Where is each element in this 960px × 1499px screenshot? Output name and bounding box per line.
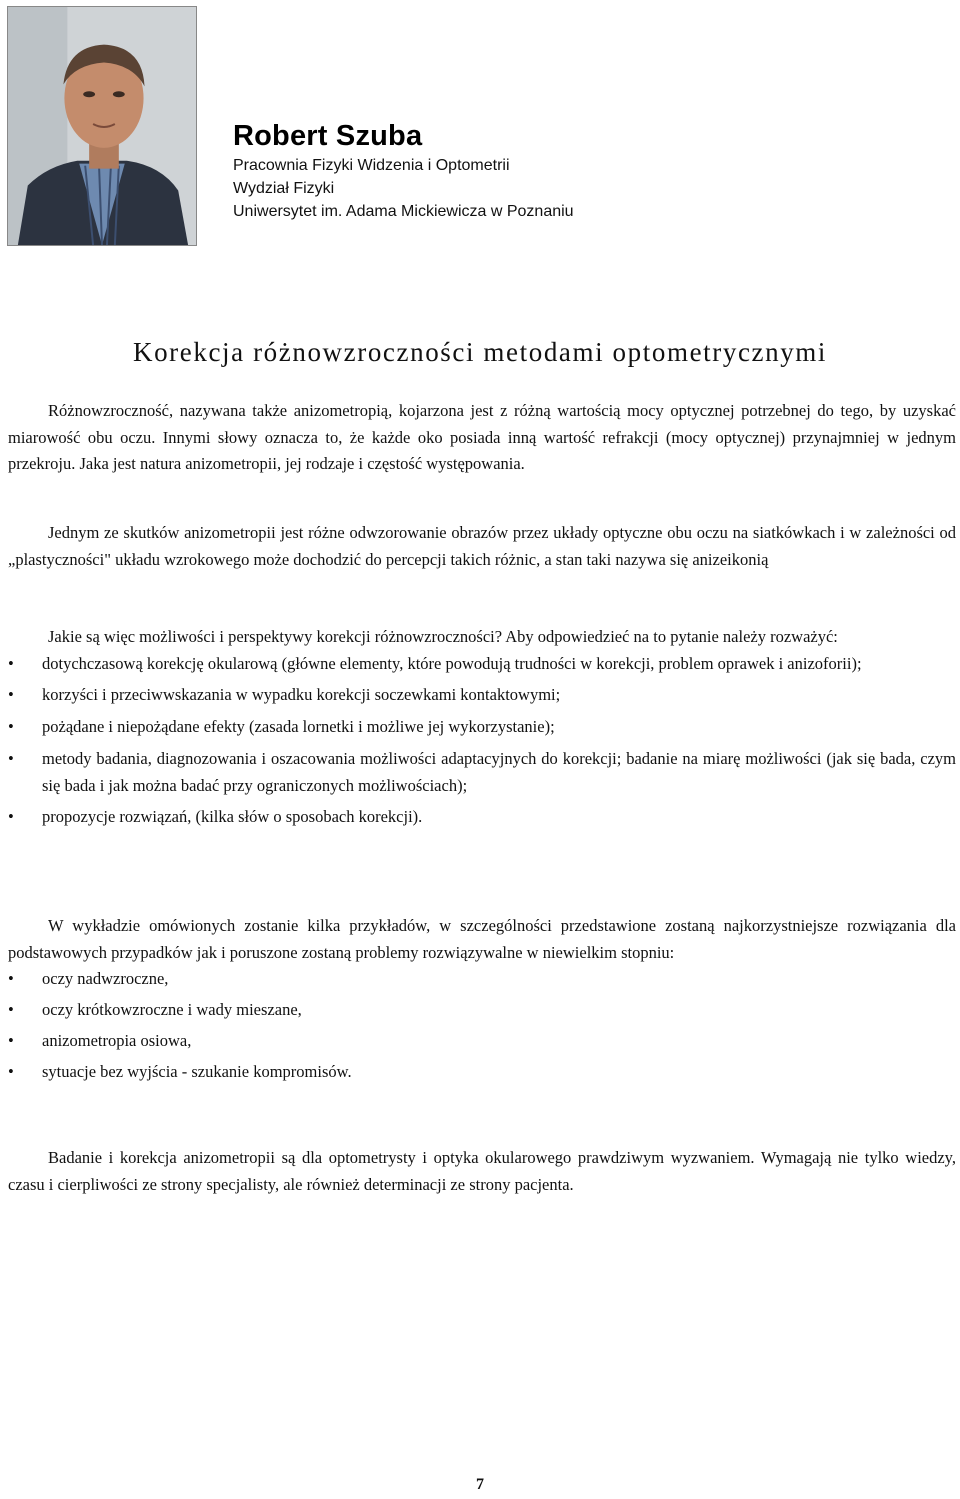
list-item: • dotychczasową korekcję okularową (główne elementy, które powodują trudności w korekcji, problem oprawek i anizoforii); [8, 651, 956, 678]
considerations-list [8, 651, 956, 831]
article-title: Korekcja różnowzroczności metodami optometrycznymi [132, 337, 828, 367]
list-item: • oczy krótkowzroczne i wady mieszane, [8, 997, 956, 1024]
list-item: • propozycje rozwiązań, (kilka słów o sposobach korekcji). [8, 804, 956, 831]
author-photo [7, 6, 197, 246]
intro-section [8, 398, 956, 478]
cases-list [8, 966, 956, 1085]
conclusion-section [8, 1145, 956, 1198]
questions-section [8, 624, 956, 836]
paragraph-anizeikonia: Jednym ze skutków anizometropii jest różne odwzorowanie obrazów przez układy optyczne obu oczu na siatkówkach i w zależności od „plastyczności" układu wzrokowego może dochodzić do percepcji takich różnic, a stan taki nazywa się anizeikonią [8, 523, 956, 569]
author-name: Robert Szuba [233, 120, 423, 152]
list-item: • oczy nadwzroczne, [8, 966, 956, 993]
list-item: • anizometropia osiowa, [8, 1028, 956, 1055]
paragraph-intro: Różnowzroczność, nazywana także anizometropią, kojarzona jest z różną wartością mocy optycznej potrzebnej do tego, by uzyskać miarowość obu oczu. Innymi słowy oznacza to, że każde oko posiada inną wartość refrakcji (mocy optycznej) przynajmniej w jednym przekroju. Jaka jest natura anizometropii, jej rodzaje i częstość występowania. [8, 401, 956, 474]
list-item: • korzyści i przeciwwskazania w wypadku korekcji soczewkami kontaktowymi; [8, 682, 956, 709]
affiliation-line-3: Uniwersytet im. Adama Mickiewicza w Poznaniu [233, 203, 574, 220]
affiliation-line-1: Pracownia Fizyki Widzenia i Optometrii [233, 157, 510, 174]
lecture-section [8, 913, 956, 1089]
list-item: • sytuacje bez wyjścia - szukanie kompromisów. [8, 1059, 956, 1086]
list-item: • pożądane i niepożądane efekty (zasada lornetki i możliwe jej wykorzystanie); [8, 714, 956, 741]
paragraph-questions: Jakie są więc możliwości i perspektywy korekcji różnowzroczności? Aby odpowiedzieć na to pytanie należy rozważyć: [48, 627, 838, 646]
page-number: 7 [476, 1476, 484, 1493]
affiliation-line-2: Wydział Fizyki [233, 180, 335, 197]
paragraph-conclusion: Badanie i korekcja anizometropii są dla optometrysty i optyka okularowego prawdziwym wyzwaniem. Wymagają nie tylko wiedzy, czasu i cierpliwości ze strony specjalisty, ale również determinacji ze strony pacjenta. [8, 1148, 956, 1194]
list-item: • metody badania, diagnozowania i oszacowania możliwości adaptacyjnych do korekcji; badanie na miarę możliwości (jak się bada, czym się bada i jak można badać przy ograniczonych możliwościach); [8, 746, 956, 799]
paragraph-lecture: W wykładzie omówionych zostanie kilka przykładów, w szczególności przedstawione zostaną najkorzystniejsze rozwiązania dla podstawowych przypadków jak i poruszone zostaną problemy rozwiązywalne w niewielkim stopniu: [8, 916, 956, 962]
anizeikonia-section [8, 520, 956, 573]
author-block [233, 118, 574, 223]
